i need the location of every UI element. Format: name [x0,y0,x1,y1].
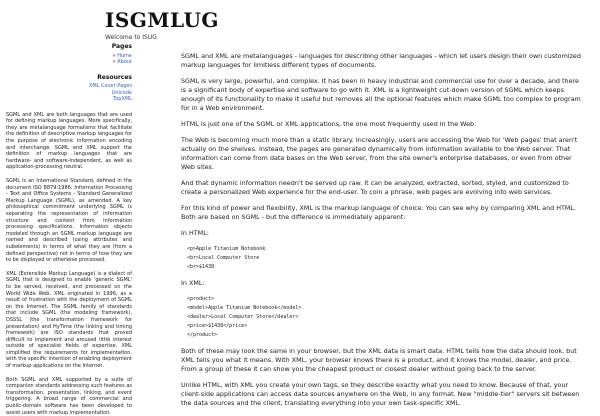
sidebar-paragraph: SGML and XML are both languages that are used for defining markup languages. More specifically, they are metalanguage formalisms that facilitate the definition of descriptive markup languages for the purpose of electronic information encoding and interchange. SGML and XML support the definition of markup languages that are hardware- and software-independent, as well as application-processing neutral. [6,111,132,171]
content-paragraph: For this kind of power and flexibility, XML is the markup language of choice. You can see why by comparing XML and HTML. Both are based on SGML - but the difference is immediately apparent: [181,204,577,221]
about-link[interactable]: About [117,59,132,66]
sidebar [6,43,132,416]
site-title[interactable]: ISGMLUG [105,8,220,32]
unicode-link[interactable]: Unicode [111,89,132,96]
main-content [181,52,585,407]
pages-heading: Pages [111,43,132,50]
resources-item [6,96,132,103]
html-example-label: In HTML: [181,229,209,237]
content-paragraph: The Web is becoming much more than a static library. Increasingly, users are accessing the Web for 'Web pages' that aren't actually on the shelves. Instead, the pages are generated dynamically from information available to the Web server. That information can come from data bases on the Web server, from the site owner's enterprise databases, or even from other Web sites. [181,136,578,171]
code-line: <product> [187,296,215,302]
code-line: <br>$1438 [187,264,215,270]
pages-list [6,53,132,66]
sidebar-paragraph: SGML is an International Standard, defined in the document ISO 8879:1986: Information Processing - Text and Office Systems - Standard Generalized Markup Language (SGML), as amended. A key philosophical commitment underlying SGML is separating the representation of information structure and content from information processing specifications. Information objects modeled through an SGML markup language are named and described (using attributes and subelements) in terms of what they are (from a defined perspective) not in terms of how they are to be displayed or otherwise processed. [6,178,132,264]
content-paragraph: Unlike HTML, with XML you create your own tags, so they describe exactly what you need to know. Because of that, your client-side applications can access data sources anywhere on the Web, in any format. New "middle-tier" servers sit between the data sources and the client, translating everything into your own task-specific XML. [181,381,580,407]
home-link[interactable]: Home [117,52,132,59]
pages-item: » Home [112,52,132,59]
code-line: <br>Local Computer Store [187,255,260,261]
topxml-link[interactable]: TopXML [113,96,132,103]
content-paragraph: Both of these may look the same in your browser, but the XML data is smart data. HTML tells how the data should look, but XML tells you what it means. With XML, your browser knows there is a product, and it knows the model, dealer, and price. From a group of these it can show you the cheapest product or closest dealer without going back to the server. [181,347,577,373]
resources-heading: Resources [97,73,132,81]
site-header [105,8,219,41]
content-paragraph: HTML is just one of the SGML or XML applications, the one most frequently used in the Web. [181,120,477,128]
site-tagline: Welcome to ISUG [105,34,157,41]
content-paragraph: SGML is very large, powerful, and complex. It has been in heavy industrial and commercial use for over a decade, and there is a significant body of expertise and software to go with it. XML is a lightweight cut-down version of SGML which keeps enough of its functionality to make it useful but removes all the optional features which make SGML too complex to program for in a Web environment. [181,77,581,112]
xml-cover-pages-link[interactable]: XML Cover Pages [88,83,132,90]
html-code-example [187,245,585,272]
xml-code-example [187,295,585,340]
code-line: <p>Apple Titanium Notebook [187,246,266,252]
code-line: <price>$1438</price> [187,323,248,329]
sidebar-paragraph: XML (Extensible Markup Language) is a dialect of SGML that is designed to enable 'generic SGML' to be served, received, and processed on the World Wide Web. XML originated in 1996, as a result of frustration with the deployment of SGML on the Internet. The SGML family of standards that include SGML (the modeling framework), DSSSL (the transformation framework for presentation) and HyTime (the linking and timing framework) are ISO standards that proved difficult to implement and aroused little interest outside of specialist fields of expertise. XML simplified the requirements for implementation, with the specific intention of enabling deployment of markup applications on the Internet. [6,270,132,370]
code-line: </product> [187,332,218,338]
pages-item: » About [112,59,132,66]
code-line: <dealer>Local Computer Store</dealer> [187,314,299,320]
content-paragraph: And that dynamic information needn't be served up raw. It can be analyzed, extracted, sorted, styled, and customized to create a personalized Web experience for the end-user. To coin a phrase, web pages are evolving into web services. [181,179,569,196]
code-line: <model>Apple Titanium Notebook</model> [187,305,302,311]
resources-list [6,83,132,103]
content-paragraph: SGML and XML are metalanguages - languages for describing other languages - which let users design their own customized markup languages for limitless different types of documents. [181,52,581,69]
xml-example-label: In XML: [181,279,205,287]
sidebar-paragraph: Both SGML and XML supported by a suite of companion standards addressing such features as transformation, presentation, linking, and event triggering. A broad range of commercial and public-domain software has been developed to assist users with markup implementation. [6,376,132,416]
